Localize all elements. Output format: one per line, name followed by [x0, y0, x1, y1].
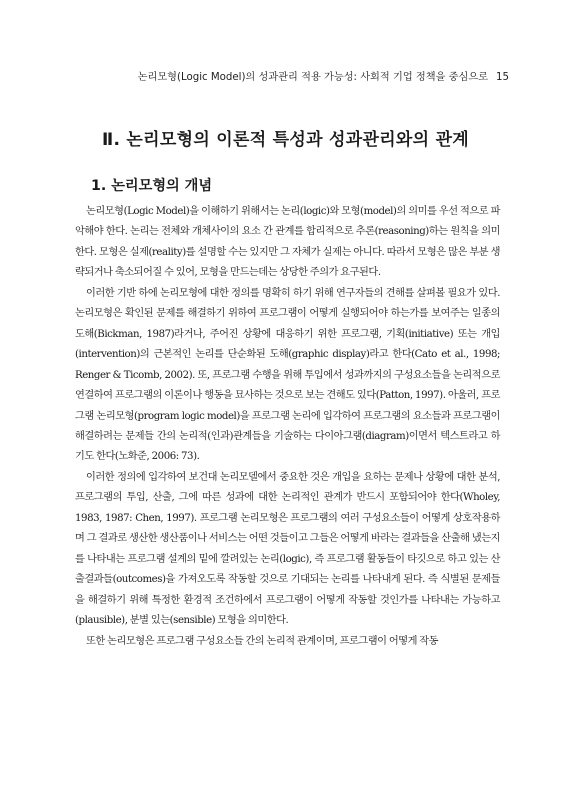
page-number: 15 — [496, 72, 509, 83]
running-header — [62, 68, 509, 83]
body-text — [75, 202, 500, 652]
chapter-title: Ⅱ. 논리모형의 이론적 특성과 성과관리와의 관계 — [101, 130, 470, 150]
paragraph: 또한 논리모형은 프로그램 구성요소들 간의 논리적 관계이며, 프로그램이 어떻게 작동 — [86, 635, 439, 647]
running-title: 논리모형(Logic Model)의 성과관리 적용 가능성: 사회적 기업 정책을 중심으로 — [137, 72, 489, 83]
paragraph: 이러한 정의에 입각하여 보건대 논리모델에서 중요한 것은 개입을 요하는 문제나 상황에 대한 분석, 프로그램의 투입, 산출, 그에 따른 성과에 대한 논리적인 관계가 반드시 포함되어야 한다(Wholey, 1983, 1987: Chen, 1997). 프로그램 논리모형은 프로그램의 여러 구성요소들이 어떻게 상호작용하며 그 결과로 생산한 생산품이나 서비스는 어떤 것들이고 그들은 어떻게 바라는 결과들을 산출해 냈는지를 나타내는 프로그램 설계의 밑에 깔려있는 논리(logic), 즉 프로그램 활동들이 타깃으로 하고 있는 산출결과들(outcomes)을 가져오도록 작동할 것으로 기대되는 논리를 나타내게 된다. 즉 식별된 문제들을 해결하기 위해 특정한 환경적 조건하에서 프로그램이 어떻게 작동할 것인가를 나타내는 가능하고(plausible), 분별 있는(sensible) 모형을 의미한다. — [75, 471, 500, 627]
paragraph: 논리모형(Logic Model)을 이해하기 위해서는 논리(logic)와 모형(model)의 의미를 우선 적으로 파악해야 한다. 논리는 전체와 개체사이의 요소 간 관계를 합리적으로 추론(reasoning)하는 원칙을 의미한다. 모형은 실제(reality)를 설명할 수는 있지만 그 자체가 실제는 아니다. 따라서 모형은 많은 부분 생략되거나 축소되어질 수 있어, 모형을 만드는데는 상당한 주의가 요구된다. — [75, 206, 500, 279]
paragraph: 이러한 기반 하에 논리모형에 대한 정의를 명확히 하기 위해 연구자들의 견해를 살펴볼 필요가 있다. 논리모형은 확인된 문제를 해결하기 위하여 프로그램이 어떻게 실행되어야 하는가를 보여주는 일종의 도해(Bickman, 1987)라거나, 주어진 상황에 대응하기 위한 프로그램, 기획(initiative) 또는 개입(intervention)의 근본적인 논리를 단순화된 도해(graphic display)라고 한다(Cato et al., 1998; Renger & Ticomb, 2002). 또, 프로그램 수행을 위해 투입에서 성과까지의 구성요소들을 논리적으로 연결하여 프로그램의 이론이나 행동을 묘사하는 것으로 보는 견해도 있다(Patton, 1997). 아울러, 프로그램 논리모형(program logic model)을 프로그램 논리에 입각하여 프로그램의 요소들과 프로그램이 해결하려는 문제들 간의 논리적(인과)관계들을 기술하는 다이아그램(diagram)이면서 텍스트라고 하기도 한다(노화준, 2006: 73). — [75, 287, 500, 463]
section-title: 1. 논리모형의 개념 — [91, 178, 213, 194]
